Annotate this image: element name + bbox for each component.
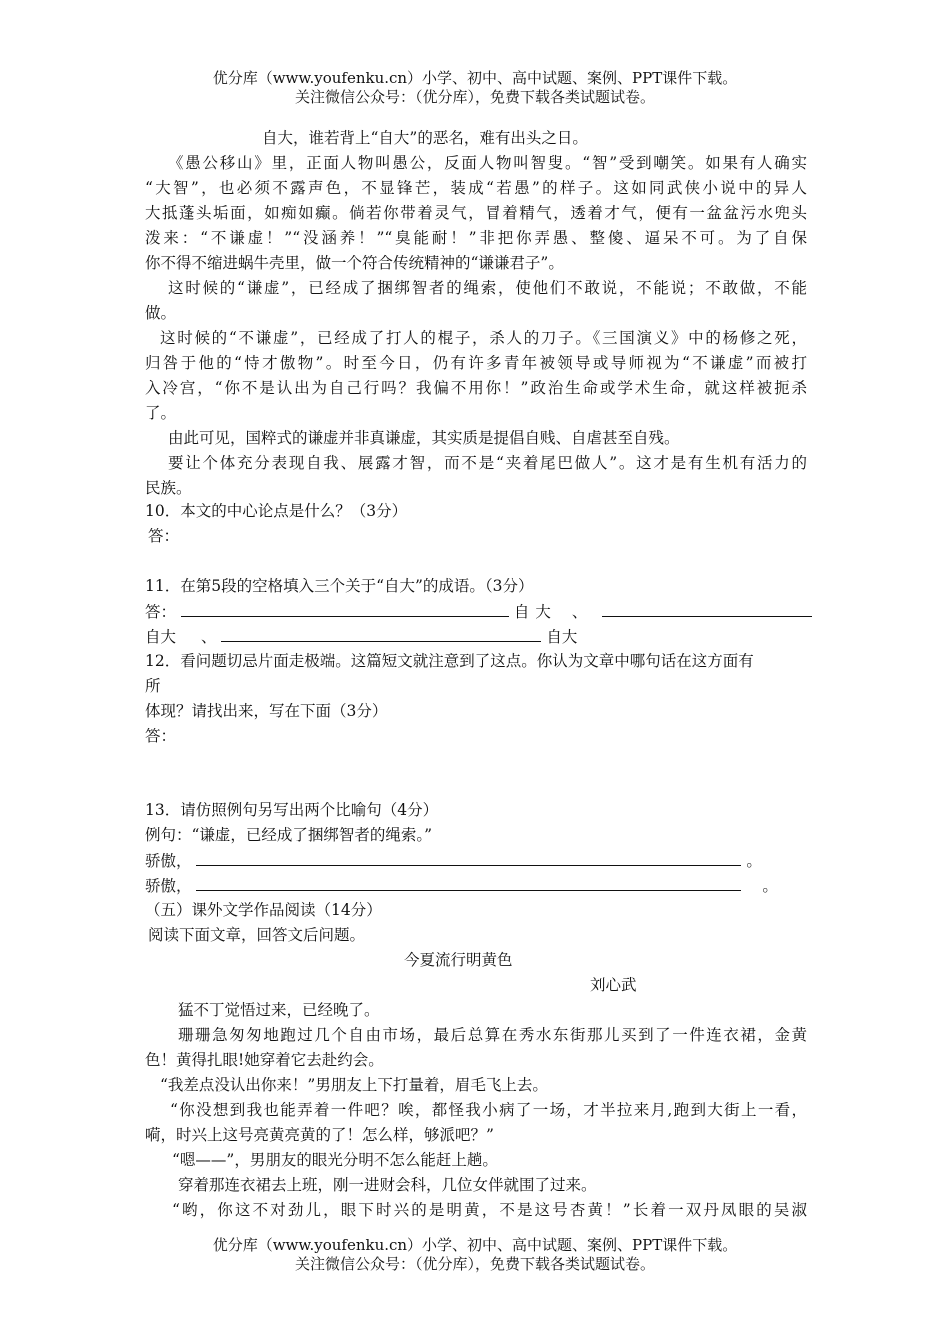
body-line: 这时候的“不谦虚”，已经成了打人的棍子，杀人的刀子。《三国演义》中的杨修之死， <box>160 329 807 347</box>
story-line: “嗯——”，男朋友的眼光分明不怎么能赶上趟。 <box>172 1151 498 1169</box>
story-author: 刘心武 <box>590 976 637 994</box>
body-line: 民族。 <box>145 479 192 497</box>
question-10: 10．本文的中心论点是什么？（3分） <box>145 502 408 520</box>
body-line: 要让个体充分表现自我、展露才智，而不是“夹着尾巴做人”。这才是有生机有活力的 <box>168 454 807 472</box>
body-line: 大抵蓬头垢面，如痴如癫。倘若你带着灵气，冒着精气，透着才气，便有一盆盆污水兜头 <box>145 204 807 222</box>
body-line: 你不得不缩进蜗牛壳里，做一个符合传统精神的“谦谦君子”。 <box>145 254 564 272</box>
body-line: 入冷宫，“你不是认出为自己行吗？我偏不用你！”政治生命或学术生命，就这样被扼杀 <box>145 379 807 397</box>
question-13: 13．请仿照例句另写出两个比喻句（4分） <box>145 801 439 819</box>
q13-answer-row-2 <box>145 875 778 896</box>
story-line: 猛不丁觉悟过来，已经晚了。 <box>178 1001 380 1019</box>
section-instruction: 阅读下面文章，回答文后问题。 <box>148 926 366 944</box>
body-line: 做。 <box>145 304 177 322</box>
story-title: 今夏流行明黄色 <box>404 951 513 969</box>
q13-example: 例句：“谦虚，已经成了捆绑智者的绳索。” <box>145 826 433 844</box>
story-line: 珊珊急匆匆地跑过几个自由市场，最后总算在秀水东街那儿买到了一件连衣裙，金黄 <box>178 1026 807 1044</box>
q11-answer-row-1 <box>145 601 812 622</box>
footer-line-2: 关注微信公众号：（优分库），免费下载各类试题试卷。 <box>294 1255 655 1273</box>
blank-suffix: 自大 <box>145 628 177 646</box>
body-line: 泼来：“不谦虚！”“没涵养！”“臭能耐！”非把你弄愚、整傻、逼呆不可。为了自保 <box>145 229 807 247</box>
body-line: 由此可见，国粹式的谦虚并非真谦虚，其实质是提倡自贱、自虐甚至自残。 <box>168 429 680 447</box>
story-line: 穿着那连衣裙去上班，刚一进财会科，几位女伴就围了过来。 <box>178 1176 597 1194</box>
body-line: 了。 <box>145 404 177 422</box>
answer-end: 。 <box>762 877 778 895</box>
footer-line-1: 优分库（www.youfenku.cn）小学、初中、高中试题、案例、PPT课件下载。 <box>212 1236 738 1254</box>
question-11: 11．在第5段的空格填入三个关于“自大”的成语。（3分） <box>145 577 534 595</box>
body-line: 归咎于他的“恃才傲物”。时至今日，仍有许多青年被领导或导师视为“不谦虚”而被打 <box>145 354 807 372</box>
story-line: 色！黄得扎眼!她穿着它去赴约会。 <box>145 1051 384 1069</box>
section-heading: （五）课外文学作品阅读（14分） <box>145 901 382 919</box>
answer-blank[interactable] <box>181 601 509 617</box>
question-12-line-1: 12．看问题切忌片面走极端。这篇短文就注意到了这点。你认为文章中哪句话在这方面有 <box>145 652 754 670</box>
story-line: “我差点没认出你来！”男朋友上下打量着，眉毛飞上去。 <box>160 1076 548 1094</box>
q11-answer-row-2 <box>145 626 577 647</box>
body-line: 这时候的“谦虚”，已经成了捆绑智者的绳索，使他们不敢说，不能说；不敢做，不能 <box>168 279 807 297</box>
answer-end: 。 <box>746 852 762 870</box>
story-line: 嗬，时兴上这号亮黄亮黄的了！怎么样，够派吧？” <box>145 1126 494 1144</box>
question-12-line-3: 体现？请找出来，写在下面（3分） <box>145 702 388 720</box>
body-line: “大智”，也必须不露声色，不显锋芒，装成“若愚”的样子。这如同武侠小说中的异人 <box>145 179 807 197</box>
answer-label: 答： <box>148 527 180 545</box>
story-line: “哟，你这不对劲儿，眼下时兴的是明黄，不是这号杏黄！”长着一双丹凤眼的吴淑 <box>172 1201 807 1219</box>
body-line: 《愚公移山》里，正面人物叫愚公，反面人物叫智叟。“智”受到嘲笑。如果有人确实 <box>168 154 807 172</box>
q13-answer-row-1 <box>145 850 762 871</box>
header-line-1: 优分库（www.youfenku.cn）小学、初中、高中试题、案例、PPT课件下载。 <box>212 69 738 87</box>
header-line-2: 关注微信公众号：（优分库），免费下载各类试题试卷。 <box>294 88 655 106</box>
answer-blank[interactable] <box>196 850 741 866</box>
story-line: “你没想到我也能弄着一件吧？唉，都怪我小病了一场，才半拉来月,跑到大街上一看， <box>170 1101 807 1119</box>
answer-blank[interactable] <box>196 875 741 891</box>
separator: 、 <box>571 603 588 621</box>
answer-blank[interactable] <box>221 626 541 642</box>
answer-label: 答： <box>145 727 177 745</box>
blank-suffix: 自大 <box>513 603 557 621</box>
blank-suffix: 自大 <box>546 628 578 646</box>
answer-label: 答： <box>145 603 177 621</box>
answer-blank[interactable] <box>602 601 812 617</box>
body-line: 自大，谁若背上“自大”的恶名，难有出头之日。 <box>262 129 588 147</box>
question-12-line-2: 所 <box>145 677 161 695</box>
answer-prefix: 骄傲， <box>145 852 192 870</box>
separator: 、 <box>200 628 217 646</box>
answer-prefix: 骄傲， <box>145 877 192 895</box>
